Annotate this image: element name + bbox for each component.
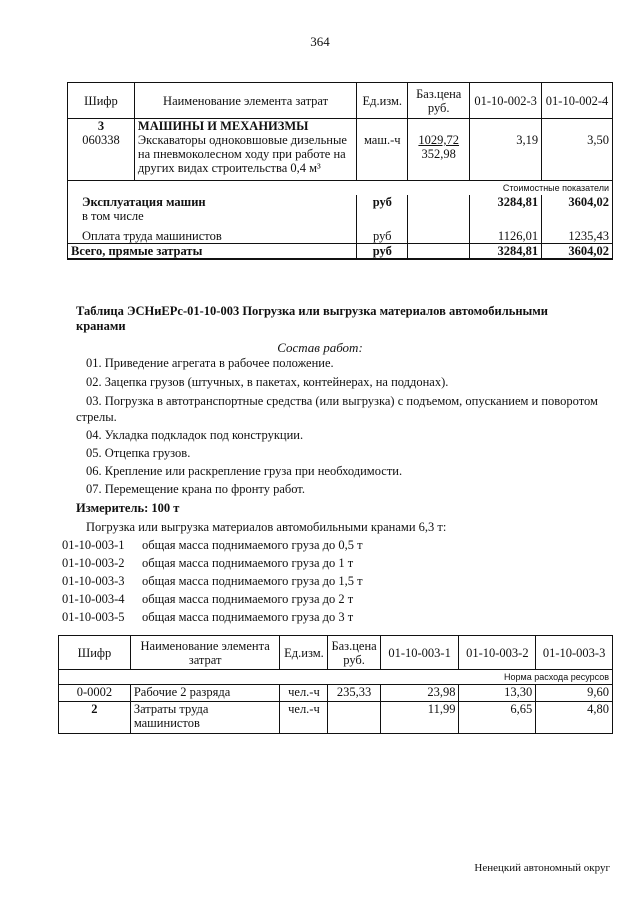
machine-unit: маш.-ч — [363, 133, 401, 147]
row-value-2 — [542, 209, 613, 223]
operation-item-continued: стрелы. — [76, 410, 117, 424]
norm-label-row — [59, 670, 613, 685]
col-header-rate-1: 01-10-003-1 — [380, 636, 459, 670]
resources-table — [58, 635, 613, 734]
operation-item: 07. Перемещение крана по фронту работ. — [86, 482, 305, 496]
row-name: в том числе — [68, 209, 357, 223]
machine-value-2: 3,50 — [587, 133, 609, 147]
row-price — [328, 702, 380, 734]
row-value-2: 3604,02 — [542, 243, 613, 259]
row-value-3: 9,60 — [536, 685, 613, 702]
col-header-rate-3: 01-10-003-3 — [536, 636, 613, 670]
row-value-1: 23,98 — [380, 685, 459, 702]
row-unit — [357, 209, 408, 223]
operation-item: 05. Отцепка грузов. — [86, 446, 191, 460]
row-unit: чел.-ч — [280, 702, 328, 734]
row-value-2: 1235,43 — [542, 223, 613, 243]
row-value-2: 6,65 — [459, 702, 536, 734]
col-header-price: Баз.цена руб. — [408, 83, 470, 119]
row-value-1: 3284,81 — [470, 195, 542, 209]
col-header-code: Шифр — [59, 636, 131, 670]
table-row — [68, 195, 613, 209]
code-item: 01-10-003-5 — [62, 610, 125, 624]
row-code: 2 — [59, 702, 131, 734]
row-value-1 — [470, 209, 542, 223]
operation-item: 04. Укладка подкладок под конструкции. — [86, 428, 304, 442]
code-item: 01-10-003-4 — [62, 592, 125, 606]
measurement-unit: Измеритель: 100 т — [76, 501, 180, 515]
table-header-row — [59, 636, 613, 670]
row-name: Всего, прямые затраты — [68, 243, 357, 259]
code-item: 01-10-003-3 — [62, 574, 125, 588]
section-title: МАШИНЫ И МЕХАНИЗМЫ — [137, 119, 309, 133]
cost-label-row — [68, 181, 613, 196]
col-header-name: Наименование элемента затрат — [134, 83, 356, 119]
machine-value-1: 3,19 — [516, 133, 539, 147]
table-header-row — [68, 83, 613, 119]
work-composition-title: Состав работ: — [277, 340, 363, 355]
col-header-unit: Ед.изм. — [357, 83, 408, 119]
table-row — [59, 685, 613, 702]
row-price: 235,33 — [328, 685, 380, 702]
table-row — [68, 223, 613, 243]
machine-description: Экскаваторы одноковшовые дизельные на пневмоколесном ходу при работе на других видах строительства 0,4 м³ — [137, 133, 347, 175]
machine-price-2: 352,98 — [421, 147, 456, 161]
col-header-name: Наименование элемента затрат — [130, 636, 280, 670]
col-header-unit: Ед.изм. — [280, 636, 328, 670]
col-header-rate-2: 01-10-003-2 — [459, 636, 536, 670]
row-name: Затраты труда машинистов — [130, 702, 280, 734]
row-value-2: 3604,02 — [542, 195, 613, 209]
section-number: 3 — [97, 119, 105, 133]
table-row — [68, 209, 613, 223]
resource-norm-label: Норма расхода ресурсов — [59, 670, 613, 685]
table-row — [59, 702, 613, 734]
machine-row — [68, 119, 613, 181]
row-name: Эксплуатация машин — [68, 195, 357, 209]
operation-item: 02. Зацепка грузов (штучных, в пакетах, контейнерах, на поддонах). — [86, 375, 449, 389]
row-name: Рабочие 2 разряда — [130, 685, 280, 702]
col-header-rate-1: 01-10-002-3 — [470, 83, 542, 119]
page-number: 364 — [310, 34, 330, 49]
col-header-rate-2: 01-10-002-4 — [542, 83, 613, 119]
operation-item: 01. Приведение агрегата в рабочее положение. — [86, 356, 334, 370]
col-header-price: Баз.цена руб. — [328, 636, 380, 670]
code-description: общая масса поднимаемого груза до 1 т — [142, 556, 354, 570]
row-name: Оплата труда машинистов — [68, 223, 357, 243]
row-value-1: 1126,01 — [470, 223, 542, 243]
row-unit: руб — [357, 195, 408, 209]
row-value-1: 11,99 — [380, 702, 459, 734]
table-row — [68, 243, 613, 259]
code-item: 01-10-003-1 — [62, 538, 125, 552]
col-header-code: Шифр — [68, 83, 135, 119]
code-item: 01-10-003-2 — [62, 556, 125, 570]
cost-indicators-label: Стоимостные показатели — [68, 181, 613, 196]
row-code: 0-0002 — [59, 685, 131, 702]
row-unit: чел.-ч — [280, 685, 328, 702]
row-value-2: 13,30 — [459, 685, 536, 702]
intro-text: Погрузка или выгрузка материалов автомобильными кранами 6,3 т: — [86, 520, 447, 534]
machine-price-1: 1029,72 — [418, 133, 460, 147]
operation-item: 06. Крепление или раскрепление груза при необходимости. — [86, 464, 403, 478]
row-unit: руб — [357, 223, 408, 243]
table-caption: Таблица ЭСНиЕРс-01-10-003 Погрузка или выгрузка материалов автомобильными кранами — [76, 304, 549, 333]
machines-table — [67, 82, 613, 260]
operation-item: 03. Погрузка в автотранспортные средства (или выгрузка) с подъемом, опусканием и поворотом — [86, 394, 598, 408]
code-description: общая масса поднимаемого груза до 1,5 т — [142, 574, 363, 588]
row-value-3: 4,80 — [536, 702, 613, 734]
machine-code: 060338 — [82, 133, 120, 147]
row-value-1: 3284,81 — [470, 243, 542, 259]
code-description: общая масса поднимаемого груза до 3 т — [142, 610, 354, 624]
code-description: общая масса поднимаемого груза до 2 т — [142, 592, 354, 606]
code-description: общая масса поднимаемого груза до 0,5 т — [142, 538, 363, 552]
footer-region: Ненецкий автономный округ — [474, 862, 610, 874]
row-unit: руб — [357, 243, 408, 259]
